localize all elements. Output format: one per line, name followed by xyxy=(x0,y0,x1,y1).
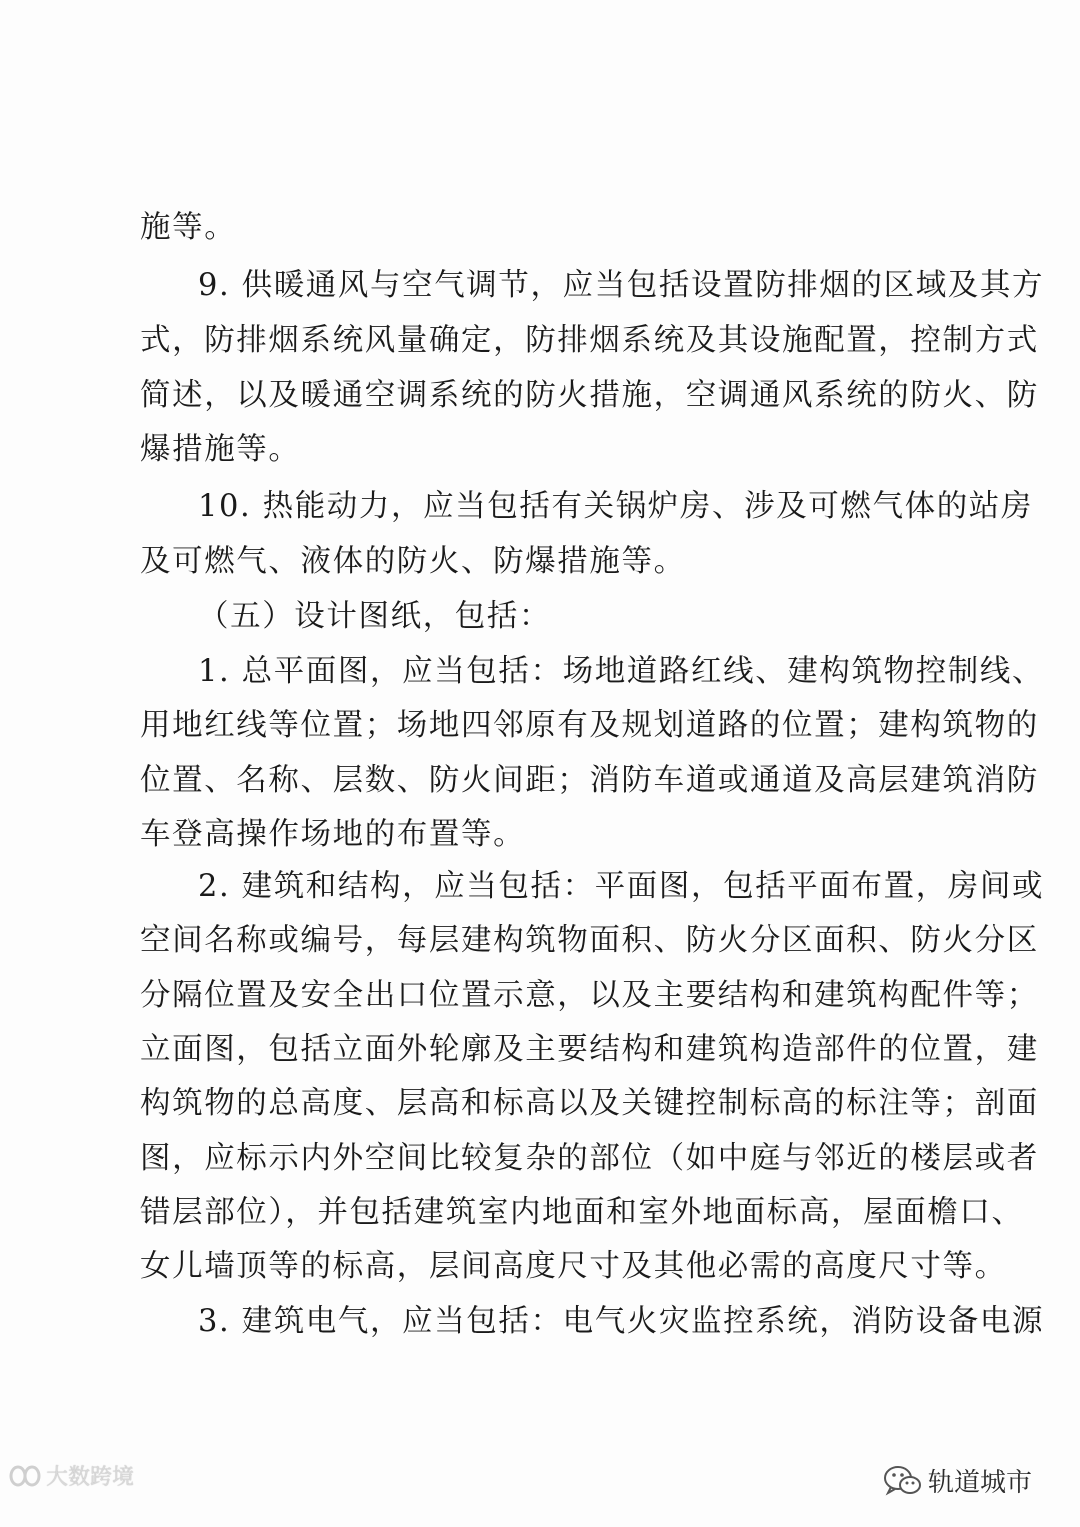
brand-logo-icon xyxy=(8,1463,42,1489)
text-line-15: 分隔位置及安全出口位置示意，以及主要结构和建筑构配件等； xyxy=(140,978,1039,1013)
text-line-21: 3. 建筑电气，应当包括：电气火灾监控系统，消防设备电源 xyxy=(198,1304,1045,1339)
wechat-icon xyxy=(882,1464,922,1498)
text-line-14: 空间名称或编号，每层建构筑物面积、防火分区面积、防火分区 xyxy=(140,923,1039,958)
watermark-left-text: 大数跨境 xyxy=(46,1465,135,1490)
text-line-3: 式，防排烟系统风量确定，防排烟系统及其设施配置，控制方式 xyxy=(140,323,1039,358)
text-line-4: 简述，以及暖通空调系统的防火措施，空调通风系统的防火、防 xyxy=(140,378,1039,413)
text-line-2: 9. 供暖通风与空气调节，应当包括设置防排烟的区域及其方 xyxy=(198,268,1045,303)
text-line-13: 2. 建筑和结构，应当包括：平面图，包括平面布置，房间或 xyxy=(198,869,1045,904)
text-line-19: 错层部位），并包括建筑室内地面和室外地面标高，屋面檐口、 xyxy=(140,1195,1024,1230)
text-line-9: 1. 总平面图，应当包括：场地道路红线、建构筑物控制线、 xyxy=(198,654,1045,689)
watermark-right xyxy=(882,1462,1032,1499)
watermark-right-text: 轨道城市 xyxy=(928,1468,1033,1498)
text-line-17: 构筑物的总高度、层高和标高以及关键控制标高的标注等；剖面 xyxy=(140,1086,1039,1121)
text-line-18: 图，应标示内外空间比较复杂的部位（如中庭与邻近的楼层或者 xyxy=(140,1141,1039,1176)
text-line-7: 及可燃气、液体的防火、防爆措施等。 xyxy=(140,544,686,579)
watermark-left xyxy=(8,1460,134,1491)
text-line-12: 车登高操作场地的布置等。 xyxy=(140,817,526,852)
text-line-20: 女儿墙顶等的标高，层间高度尺寸及其他必需的高度尺寸等。 xyxy=(140,1249,1007,1284)
text-line-8: （五）设计图纸，包括： xyxy=(198,599,552,634)
text-line-16: 立面图，包括立面外轮廓及主要结构和建筑构造部件的位置，建 xyxy=(140,1032,1039,1067)
text-line-10: 用地红线等位置；场地四邻原有及规划道路的位置；建构筑物的 xyxy=(140,708,1039,743)
text-line-1: 施等。 xyxy=(140,210,237,245)
text-line-5: 爆措施等。 xyxy=(140,432,301,467)
text-line-11: 位置、名称、层数、防火间距；消防车道或通道及高层建筑消防 xyxy=(140,763,1039,798)
text-line-6: 10. 热能动力，应当包括有关锅炉房、涉及可燃气体的站房 xyxy=(198,489,1033,524)
